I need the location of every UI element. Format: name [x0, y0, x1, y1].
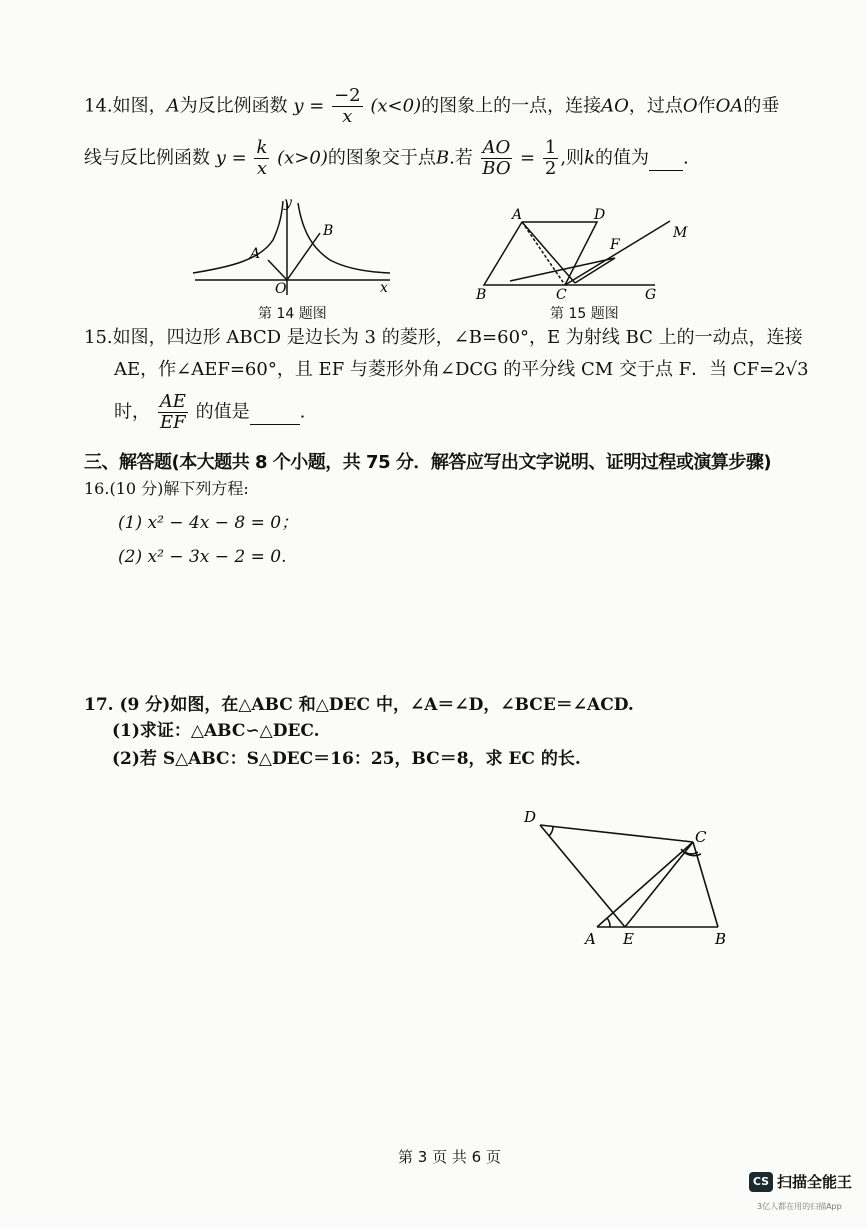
q14-answer-blank — [649, 148, 683, 171]
fig15-label-a: A — [512, 207, 523, 223]
figure-14-caption: 第 14 题图 — [258, 306, 327, 322]
fig17-angle-mark-a — [607, 918, 610, 927]
q15-fraction-ae-ef: $\frac{AE}{EF}$ — [159, 391, 186, 433]
fig17-label-b: B — [715, 930, 727, 948]
q16-title: 16.(10 分)解下列方程: — [84, 479, 249, 498]
fig15-label-c: C — [556, 287, 567, 303]
fig17-angle-mark-d — [549, 827, 553, 836]
q14-fraction-neg2-over-x: $\frac{-2}{x}$ — [334, 85, 361, 127]
fig17-segment-ac — [597, 842, 693, 927]
q14-fraction-half: $\frac{1}{2}$ — [544, 137, 557, 179]
fig14-label-y: y — [284, 195, 292, 211]
fig15-label-g: G — [645, 287, 657, 303]
q14-line-2: 线与反比例函数 y = $\frac{k}{x}$ (x>0)的图象交于点B.若 $\frac{AO}{BO}$ = $\frac{1}{2}$ ,则k的值为 . — [84, 137, 689, 179]
q14-fraction-ao-bo: $\frac{AO}{BO}$ — [482, 137, 511, 179]
figure-14 — [190, 195, 400, 300]
fig17-label-d: D — [524, 808, 537, 826]
fig14-label-a: A — [250, 246, 261, 262]
fig17-label-c: C — [695, 828, 707, 846]
fig15-diagonal — [522, 222, 565, 285]
q17-part-1: (1)求证：△ABC∽△DEC. — [112, 721, 320, 741]
fig17-segment-ec — [625, 842, 693, 927]
fig14-segment-ob — [287, 233, 320, 280]
scanner-app-name: 扫描全能王 — [777, 1173, 853, 1191]
fig17-segment-dc — [540, 825, 693, 842]
q14-fraction-k-over-x: $\frac{k}{x}$ — [256, 137, 268, 179]
q17-part-2: (2)若 S△ABC：S△DEC＝16：25，BC＝8，求 EC 的长. — [112, 749, 581, 769]
scanner-logo-icon: CS — [749, 1172, 773, 1192]
fig14-label-x: x — [380, 280, 388, 296]
figure-15-caption: 第 15 题图 — [550, 306, 619, 322]
fig15-label-f: F — [610, 237, 620, 253]
fig14-label-o: O — [275, 281, 287, 297]
q15-line-2: AE，作∠AEF=60°，且 EF 与菱形外角∠DCG 的平分线 CM 交于点 F．当 CF=2√3 — [114, 359, 809, 380]
fig15-label-d: D — [594, 207, 606, 223]
fig14-label-b: B — [323, 223, 334, 239]
fig15-segment-ae — [522, 222, 575, 283]
fig14-segment-ao — [268, 260, 287, 280]
fig15-segment-extra — [510, 258, 615, 281]
fig15-label-b: B — [476, 287, 487, 303]
q15-answer-blank — [250, 402, 300, 425]
section-3-heading: 三、解答题(本大题共 8 个小题，共 75 分．解答应写出文字说明、证明过程或演算步骤) — [84, 452, 772, 473]
fig14-curve-right — [298, 203, 390, 273]
fig17-label-e: E — [623, 930, 634, 948]
scanner-app-tagline: 3亿人都在用的扫描App — [757, 1202, 842, 1211]
figure-17 — [515, 800, 745, 955]
q16-part-1: (1) x² − 4x − 8 = 0； — [118, 513, 299, 533]
q15-line-3: 时， $\frac{AE}{EF}$ 的值是 . — [114, 391, 306, 433]
fig15-label-m: M — [673, 225, 688, 241]
figure-15 — [470, 203, 700, 303]
q17-title: 17. (9 分)如图，在△ABC 和△DEC 中，∠A＝∠D，∠BCE＝∠ACD. — [84, 695, 634, 715]
q15-line-1: 15.如图，四边形 ABCD 是边长为 3 的菱形，∠B=60°，E 为射线 BC 上的一动点，连接 — [84, 327, 803, 348]
fig17-segment-de — [540, 825, 625, 927]
fig17-label-a: A — [585, 930, 596, 948]
page-footer: 第 3 页 共 6 页 — [398, 1148, 501, 1166]
q14-line-1: 14.如图，A为反比例函数 y = $\frac{-2}{x}$ (x<0)的图象上的一点，连接AO，过点O作OA的垂 — [84, 85, 780, 127]
q16-part-2: (2) x² − 3x − 2 = 0. — [118, 547, 287, 567]
